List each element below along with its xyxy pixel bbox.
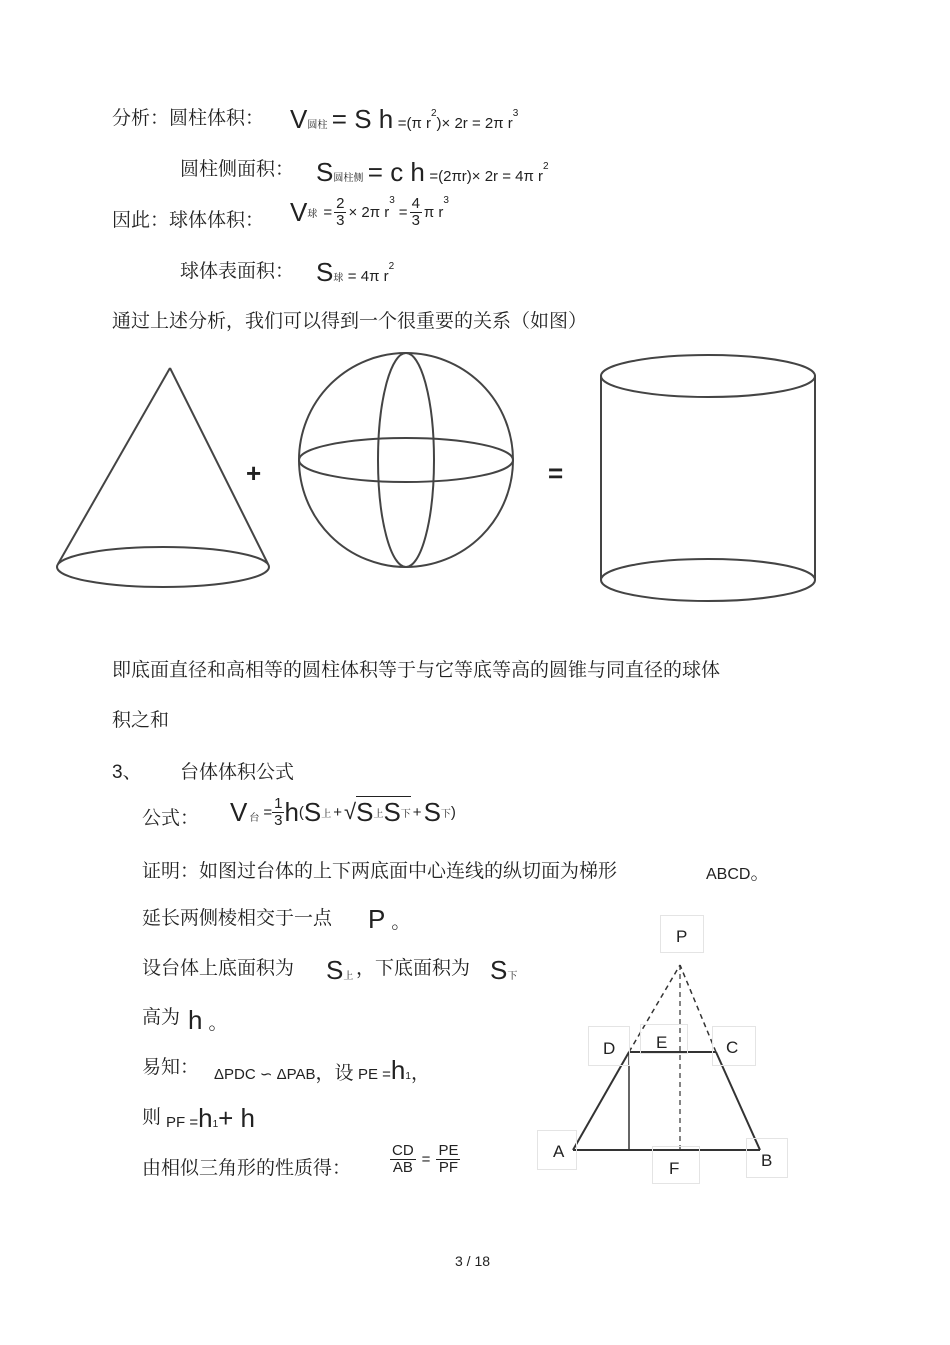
proof-line-2: 延长两侧棱相交于一点 [142,907,333,929]
proof-line-3b: ，下底面积为 [356,957,471,979]
therefore-label: 因此：球体体积： [112,209,265,231]
analysis-label: 分析：圆柱体积： [112,107,265,129]
point-label-p: P [676,927,688,946]
relation-text: 通过上述分析，我们可以得到一个很重要的关系（如图） [112,310,588,332]
proof-line-6: 则 [142,1106,162,1128]
section-title: 台体体积公式 [180,761,295,783]
point-label-d: D [603,1039,616,1058]
proof-line-3a: 设台体上底面积为 [142,957,295,979]
lateral-area-formula: S圆柱侧 = c h =(2πr)× 2r = 4π $r^2$ [316,157,549,187]
cylinder-figure [601,355,815,601]
top-area-symbol: S上 [326,955,354,985]
sphere-surface-formula: S球 = 4π $r^2$ [316,257,395,287]
point-label-a: A [553,1142,565,1161]
equals-sign: = [548,458,564,488]
point-label-e: E [656,1033,668,1052]
point-label-c: C [726,1038,739,1057]
cylinder-volume-formula: V圆柱 = S h =(π $r^2)\times 2r = 2\pi$ $r^3$ [290,104,519,134]
surface-label: 球体表面积： [180,260,295,282]
page-number: 3 / 18 [455,1253,491,1269]
proof-line-6-math: PF =h1+ h [166,1103,256,1133]
lateral-label: 圆柱侧面积： [180,158,295,180]
sphere-figure [299,353,513,567]
point-label-f: F [669,1159,680,1178]
frustum-volume-formula: V 台 = $\frac{1}{3}$ h ( S 上 + √ S 上 S 下 + S 下 ) [230,795,456,829]
point-label-b: B [761,1151,773,1170]
proof-line-1-math: ABCD。 [706,862,770,884]
conclusion-line-2: 积之和 [112,709,170,731]
proof-line-2-math: P 。 [368,904,411,934]
conclusion-line-1: 即底面直径和高相等的圆柱体积等于与它等底等高的圆锥与同直径的球体 [112,659,721,681]
proof-line-5: 易知： [142,1056,200,1078]
sphere-volume-formula: V 球 = $\frac{2}{3}$ × 2π r 3 = $\frac{4}{3}$ π r 3 [290,194,449,229]
proof-line-1: 证明：如图过台体的上下两底面中心连线的纵切面为梯形 [142,860,618,882]
proof-line-4-math: h 。 [188,1005,228,1035]
cone-figure [57,368,269,587]
similarity-ratio: $\frac{CD}{AB}$ = $\frac{PE}{PF}$ [392,1142,459,1176]
proof-line-4: 高为 [142,1006,181,1028]
formula-label: 公式： [142,807,200,829]
proof-line-5-math: ΔPDC ∽ ΔPAB，设 PE =h1， [214,1055,430,1085]
proof-line-7: 由相似三角形的性质得： [142,1157,352,1179]
section-number: 3、 [112,762,142,783]
bottom-area-symbol: S下 [490,955,518,985]
plus-sign: + [246,458,262,488]
